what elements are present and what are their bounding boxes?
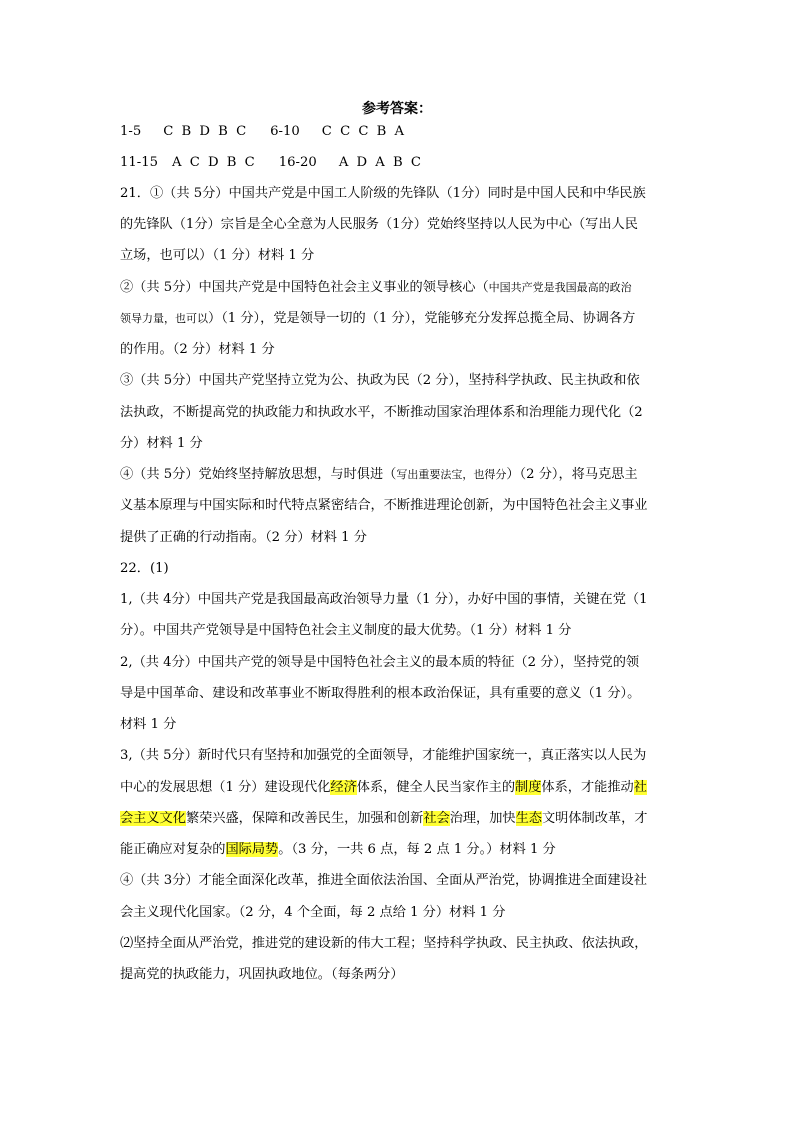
text-run: ）（1 分），党是领导一切的（1 分），党能够充分发挥总揽全局、协调各方 <box>208 311 636 326</box>
q22-line: ⑵坚持全面从严治党，推进党的建设新的伟大工程；坚持科学执政、民主执政、依法执政， <box>120 936 648 951</box>
q22-heading: 22．(1) <box>120 561 169 576</box>
q22-line: 导是中国革命、建设和改革事业不断取得胜利的根本政治保证，具有重要的意义（1 分）。 <box>120 686 641 701</box>
text-run: 繁荣兴盛，保障和改善民生，加强和创新 <box>185 811 424 826</box>
highlight: 社会 <box>423 811 450 826</box>
highlight: 经济 <box>330 780 357 795</box>
q22-line <box>120 841 680 859</box>
answer-range-label: 6-10 <box>270 124 300 139</box>
text-run: 体系，才能推动 <box>541 780 634 795</box>
note-run: 领导力量，也可以 <box>120 312 208 325</box>
q22-line: 3,（共 5分）新时代只有坚持和加强党的全面领导，才能维护国家统一，真正落实以人民为 <box>120 748 647 763</box>
q22-line <box>120 779 680 797</box>
q21-line: 提供了正确的行动指南。（2 分）材料 1 分 <box>120 530 367 545</box>
highlight: 社 <box>633 780 647 795</box>
highlight: 国际局势 <box>225 842 279 857</box>
text-run: 中心的发展思想（1 分）建设现代化 <box>120 780 331 795</box>
q21-line: 的先锋队（1分）宗旨是全心全意为人民服务（1分）党始终坚持以人民为中心（写出人民 <box>120 217 638 232</box>
q22-line: 会主义现代化国家。（2 分，4 个全面，每 2 点给 1 分）材料 1 分 <box>120 905 506 920</box>
answer-letters: A D A B C <box>338 155 423 170</box>
answer-range-label: 11-15 <box>120 155 159 170</box>
q21-line: ③（共 5分）中国共产党坚持立党为公、执政为民（2 分），坚持科学执政、民主执政和依 <box>120 373 640 388</box>
q22-line: 提高党的执政能力，巩固执政地位。（每条两分） <box>120 967 404 982</box>
text-run: ②（共 5分）中国共产党是中国特色社会主义事业的领导核心（ <box>120 280 489 295</box>
q22-line: 分）。中国共产党领导是中国特色社会主义制度的最大优势。（1 分）材料 1 分 <box>120 623 572 638</box>
text-run: ④（共 5分）党始终坚持解放思想，与时俱进（ <box>120 467 397 482</box>
q22-line: 2,（共 4分）中国共产党的领导是中国特色社会主义的最本质的特征（2 分），坚持党的领 <box>120 655 640 670</box>
q21-line <box>120 466 680 484</box>
q22-line <box>120 810 680 828</box>
highlight: 会主义文化 <box>120 811 186 826</box>
answer-letters: C B D B C <box>163 124 249 139</box>
text-run: 。（3 分，一共 6 点，每 2 点 1 分。）材料 1 分 <box>278 842 556 857</box>
answer-range-label: 16-20 <box>278 155 317 170</box>
text-run: 治理，加快 <box>449 811 516 826</box>
highlight: 制度 <box>515 780 542 795</box>
q21-line: 21．①（共 5分）中国共产党是中国工人阶级的先锋队（1分）同时是中国人民和中华民族 <box>120 186 646 201</box>
answer-row-1 <box>120 123 680 141</box>
text-run: 文明体制改革，才 <box>542 811 648 826</box>
note-run: 中国共产党是我国最高的政治 <box>488 281 632 294</box>
q21-line: 分）材料 1 分 <box>120 436 203 451</box>
q21-line: 立场，也可以）（1 分）材料 1 分 <box>120 248 315 263</box>
q22-line: 材料 1 分 <box>120 717 177 732</box>
page-title: 参考答案： <box>362 101 432 117</box>
q21-line <box>120 279 680 297</box>
q21-line: 法执政，不断提高党的执政能力和执政水平，不断推动国家治理体系和治理能力现代化（2 <box>120 405 643 420</box>
q22-line: ④（共 3分）才能全面深化改革，推进全面依法治国、全面从严治党，协调推进全面建设社 <box>120 873 647 888</box>
answer-row-2 <box>120 154 680 172</box>
q21-line <box>120 310 680 328</box>
text-run: 体系，健全人民当家作主的 <box>356 780 516 795</box>
q22-line: 1,（共 4分）中国共产党是我国最高政治领导力量（1 分），办好中国的事情，关键在党（1 <box>120 592 648 607</box>
answer-letters: A C D B C <box>172 155 257 170</box>
text-run: ）（2 分），将马克思主 <box>506 467 638 482</box>
text-run: 能正确应对复杂的 <box>120 842 226 857</box>
highlight: 生态 <box>515 811 542 826</box>
note-run: 写出重要法宝，也得分 <box>396 468 507 481</box>
q21-line: 义基本原理与中国实际和时代特点紧密结合，不断推进理论创新，为中国特色社会主义事业 <box>120 498 648 513</box>
answer-letters: C C C B A <box>321 124 407 139</box>
q21-line: 的作用。（2 分）材料 1 分 <box>120 342 275 357</box>
answer-range-label: 1-5 <box>120 124 142 139</box>
